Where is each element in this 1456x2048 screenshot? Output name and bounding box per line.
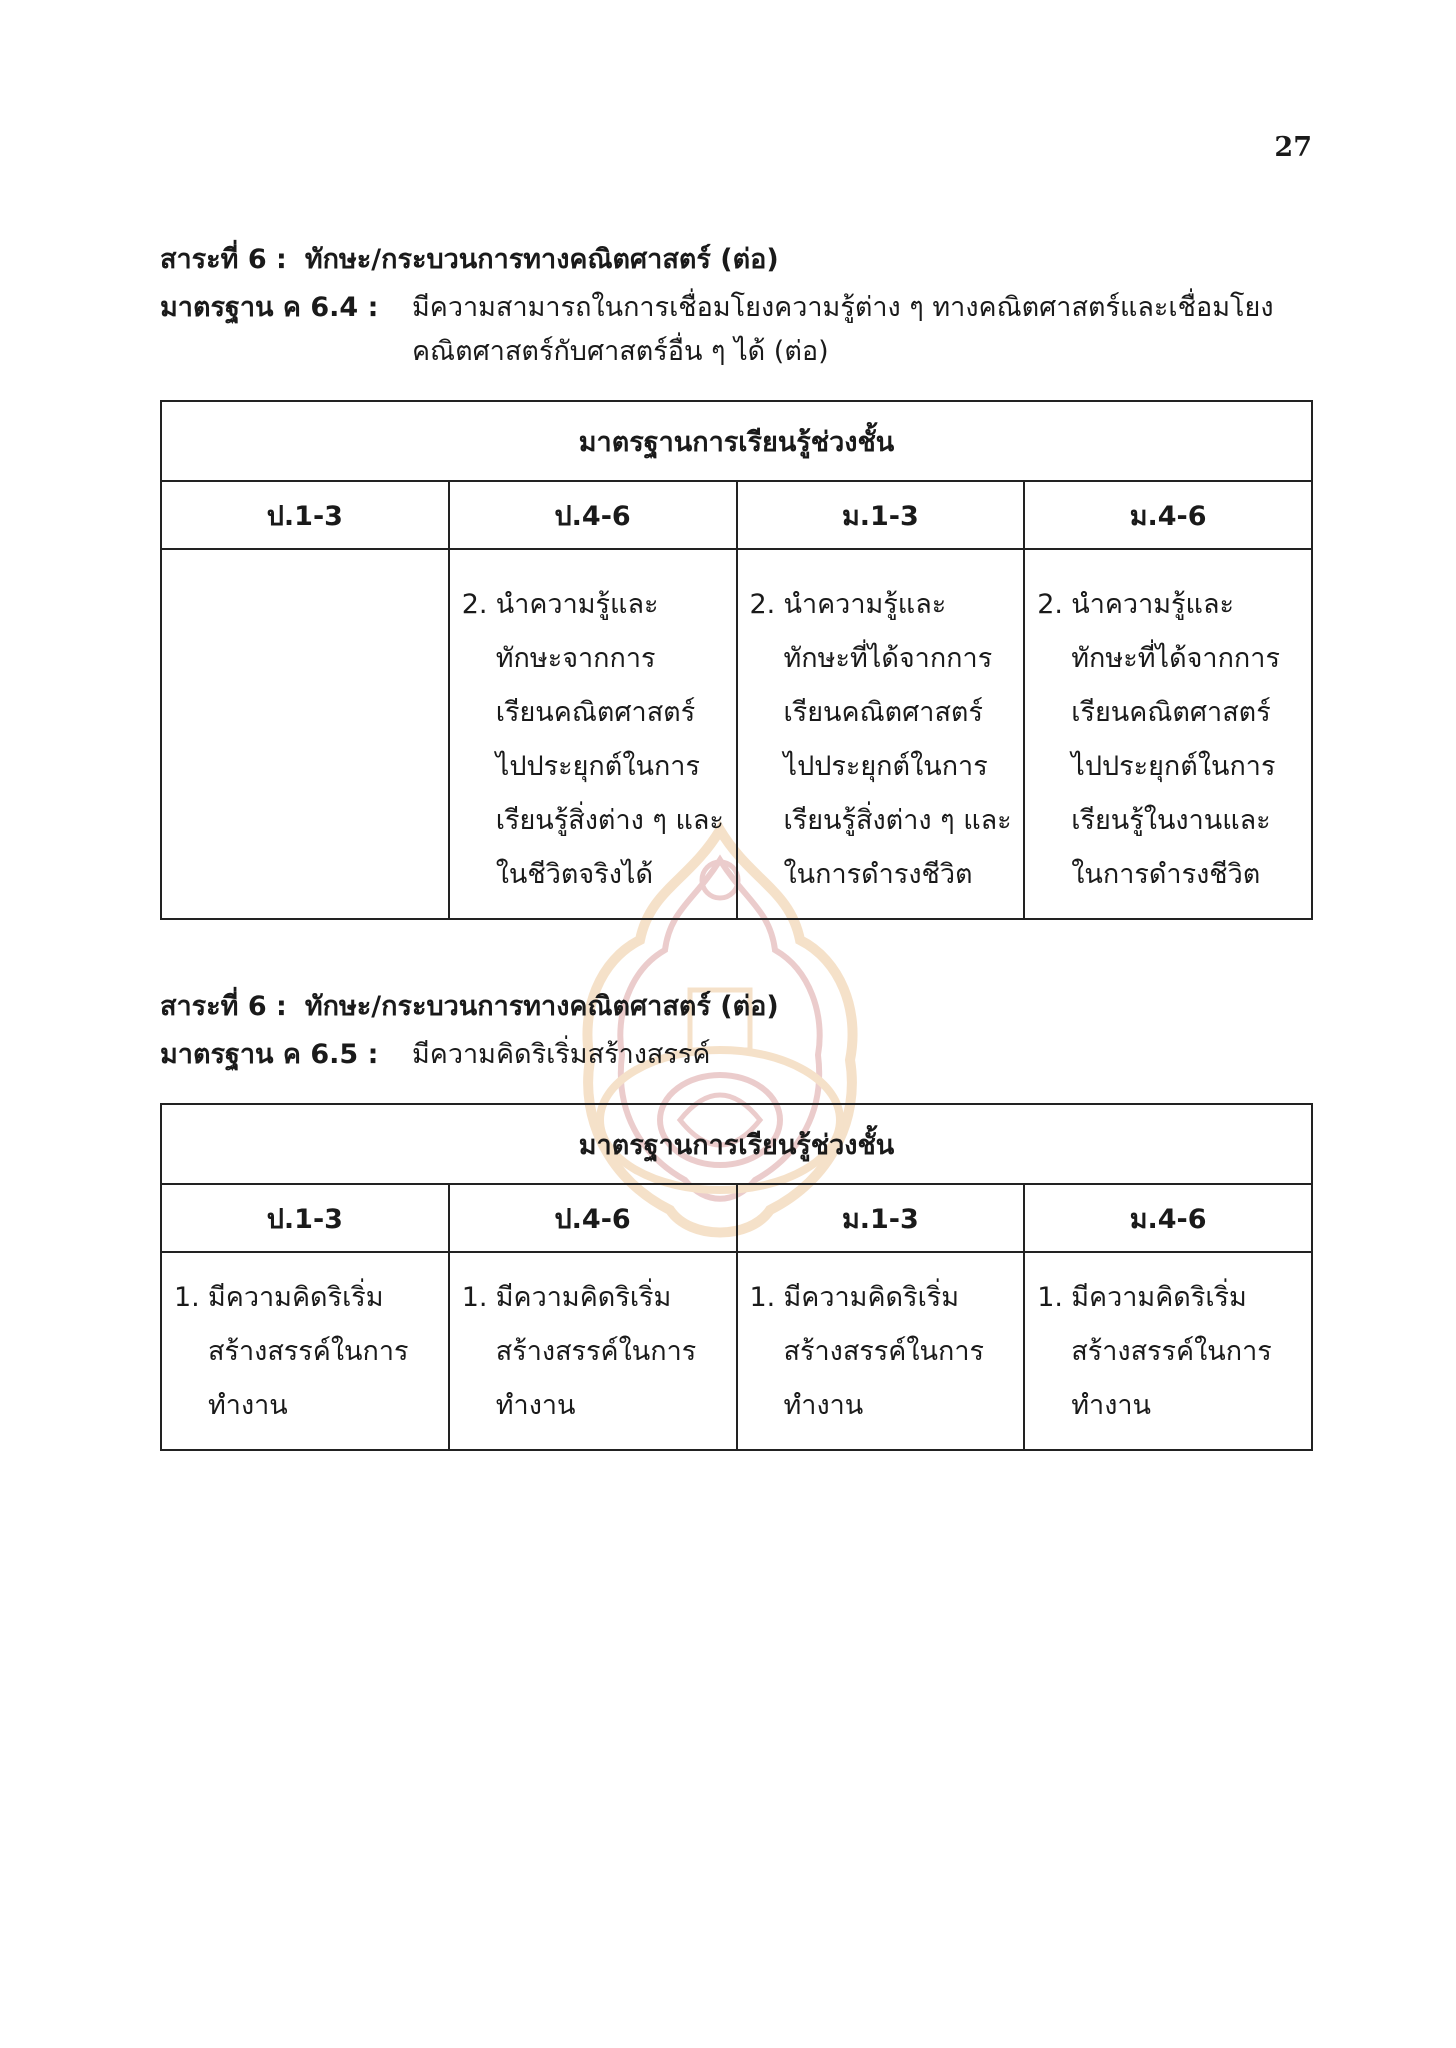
item-line: เรียนคณิตศาสตร์ <box>1071 697 1271 728</box>
item-number: 1. <box>749 1282 776 1313</box>
item-line: ทำงาน <box>1071 1390 1152 1421</box>
standard-label: มาตรฐาน ค 6.5 : <box>160 1039 379 1070</box>
item-line: ไปประยุกต์ในการ <box>1071 751 1276 782</box>
list-item <box>1037 1271 1299 1433</box>
standard-heading <box>160 1033 1312 1077</box>
item-line: ทำงาน <box>208 1390 288 1421</box>
item-line: เรียนคณิตศาสตร์ <box>783 697 983 728</box>
item-line: ทำงาน <box>783 1390 864 1421</box>
learning-standards-table-6-4 <box>160 400 1313 920</box>
item-line: นำความรู้และ <box>783 589 947 620</box>
item-line: ไปประยุกต์ในการ <box>783 751 988 782</box>
content-cell-m4-6 <box>1024 1252 1312 1450</box>
item-line: เรียนคณิตศาสตร์ <box>495 697 696 728</box>
item-number: 1. <box>1037 1282 1064 1313</box>
standard-text-line2: คณิตศาสตร์กับศาสตร์อื่น ๆ ได้ (ต่อ) <box>412 336 829 367</box>
standard-text-line1: มีความคิดริเริ่มสร้างสรรค์ <box>412 1039 711 1070</box>
item-number: 2. <box>1037 589 1064 620</box>
item-line: ทักษะที่ได้จากการ <box>1071 643 1280 674</box>
item-line: มีความคิดริเริ่ม <box>1071 1282 1247 1313</box>
item-number: 2. <box>749 589 776 620</box>
list-item <box>462 578 724 902</box>
list-item <box>750 1271 1012 1433</box>
item-line: เรียนรู้สิ่งต่าง ๆ และ <box>783 805 1012 836</box>
item-line: สร้างสรรค์ในการ <box>208 1336 409 1367</box>
grade-header-m1-3: ม.1-3 <box>737 1184 1025 1252</box>
item-line: ในการดำรงชีวิต <box>1071 859 1261 890</box>
item-line: สร้างสรรค์ในการ <box>495 1336 697 1367</box>
table-title: มาตรฐานการเรียนรู้ช่วงชั้น <box>161 401 1312 481</box>
strand-label: สาระที่ 6 : <box>160 244 287 275</box>
item-number: 1. <box>461 1282 488 1313</box>
section-standard-6-5 <box>160 985 1312 1451</box>
item-line: สร้างสรรค์ในการ <box>1071 1336 1272 1367</box>
grade-header-m1-3: ม.1-3 <box>737 481 1025 549</box>
item-line: ไปประยุกต์ในการ <box>495 751 700 782</box>
grade-header-m4-6: ม.4-6 <box>1024 481 1312 549</box>
strand-heading <box>160 238 1312 282</box>
learning-standards-table-6-5 <box>160 1103 1313 1451</box>
content-cell-m1-3 <box>737 549 1025 919</box>
standard-heading <box>160 286 1312 330</box>
grade-header-m4-6: ม.4-6 <box>1024 1184 1312 1252</box>
item-line: ทักษะจากการ <box>495 643 656 674</box>
content-cell-p4-6 <box>449 1252 737 1450</box>
standard-label: มาตรฐาน ค 6.4 : <box>160 292 379 323</box>
item-number: 2. <box>461 589 488 620</box>
item-line: ในการดำรงชีวิต <box>783 859 973 890</box>
list-item <box>462 1271 724 1433</box>
content-cell-m4-6 <box>1024 549 1312 919</box>
strand-text: ทักษะ/กระบวนการทางคณิตศาสตร์ (ต่อ) <box>304 244 779 275</box>
list-item <box>1037 578 1299 902</box>
content-cell-p1-3 <box>161 1252 449 1450</box>
item-line: นำความรู้และ <box>495 589 659 620</box>
section-standard-6-4 <box>160 238 1312 920</box>
strand-heading <box>160 985 1312 1029</box>
grade-header-p4-6: ป.4-6 <box>449 1184 737 1252</box>
item-line: มีความคิดริเริ่ม <box>208 1282 384 1313</box>
item-line: ในชีวิตจริงได้ <box>495 859 654 890</box>
content-cell-p4-6 <box>449 549 737 919</box>
strand-text: ทักษะ/กระบวนการทางคณิตศาสตร์ (ต่อ) <box>304 991 779 1022</box>
standard-text-line1: มีความสามารถในการเชื่อมโยงความรู้ต่าง ๆ ทางคณิตศาสตร์และเชื่อมโยง <box>412 292 1274 323</box>
list-item <box>174 1271 436 1433</box>
item-number: 1. <box>174 1282 200 1313</box>
table-title: มาตรฐานการเรียนรู้ช่วงชั้น <box>161 1104 1312 1184</box>
item-line: ทำงาน <box>495 1390 576 1421</box>
item-line: มีความคิดริเริ่ม <box>495 1282 672 1313</box>
item-line: มีความคิดริเริ่ม <box>783 1282 960 1313</box>
item-line: เรียนรู้ในงานและ <box>1071 805 1271 836</box>
item-line: นำความรู้และ <box>1071 589 1235 620</box>
strand-label: สาระที่ 6 : <box>160 991 287 1022</box>
item-line: เรียนรู้สิ่งต่าง ๆ และ <box>495 805 724 836</box>
content-cell-p1-3 <box>161 549 449 919</box>
content-cell-m1-3 <box>737 1252 1025 1450</box>
item-line: ทักษะที่ได้จากการ <box>783 643 993 674</box>
list-item <box>750 578 1012 902</box>
grade-header-p1-3: ป.1-3 <box>161 481 449 549</box>
item-line: สร้างสรรค์ในการ <box>783 1336 985 1367</box>
grade-header-p4-6: ป.4-6 <box>449 481 737 549</box>
grade-header-p1-3: ป.1-3 <box>161 1184 449 1252</box>
page-number: 27 <box>1274 132 1312 163</box>
